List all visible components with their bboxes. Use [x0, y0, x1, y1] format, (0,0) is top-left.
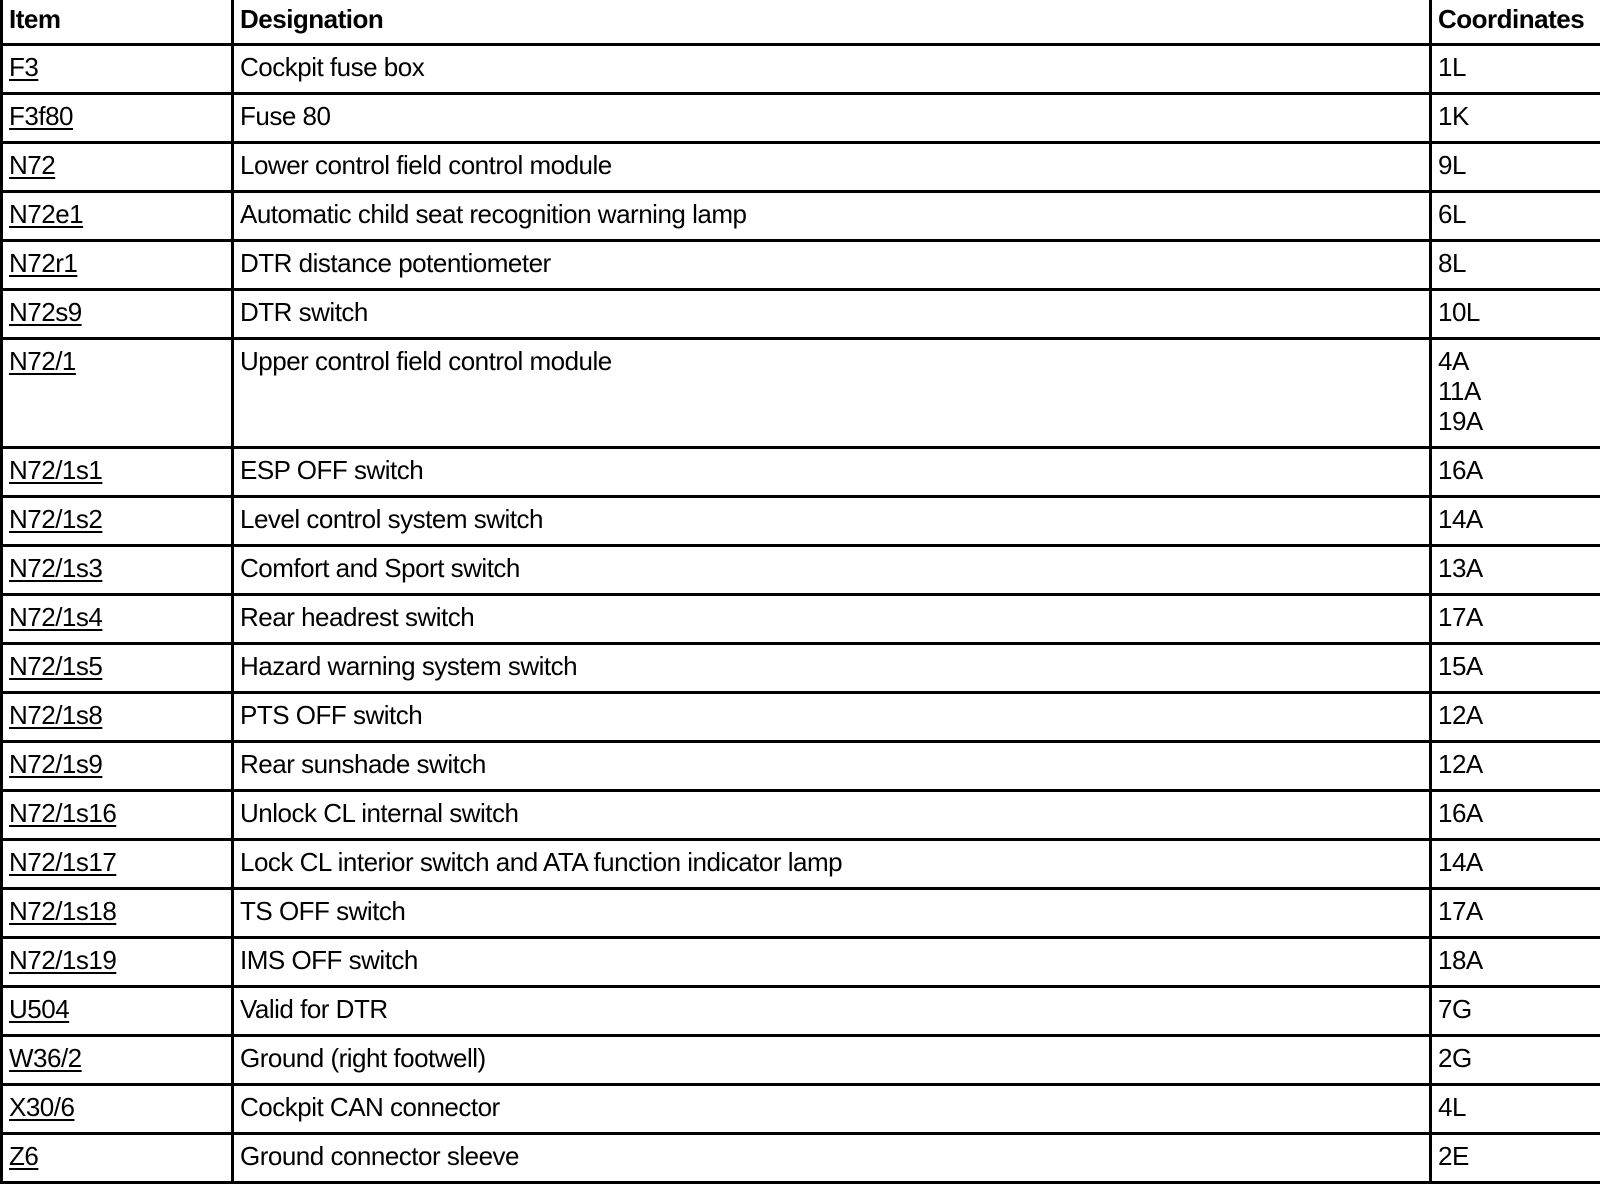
item-link[interactable]: F3f80 — [9, 101, 73, 131]
table-row — [2, 1134, 1600, 1183]
item-cell — [2, 938, 233, 987]
table-row — [2, 241, 1600, 290]
coordinates-cell — [1431, 448, 1600, 497]
designation-cell: Rear sunshade switch — [233, 742, 1431, 791]
coordinates-cell — [1431, 94, 1600, 143]
coordinates-cell — [1431, 241, 1600, 290]
coordinate-value: 17A — [1438, 602, 1594, 632]
coordinate-value: 14A — [1438, 847, 1594, 877]
coordinates-cell — [1431, 987, 1600, 1036]
coordinates-cell — [1431, 742, 1600, 791]
designation-cell: TS OFF switch — [233, 889, 1431, 938]
coordinate-value: 16A — [1438, 455, 1594, 485]
coordinates-cell — [1431, 840, 1600, 889]
item-link[interactable]: N72/1s19 — [9, 945, 116, 975]
item-cell — [2, 840, 233, 889]
designation-cell: DTR distance potentiometer — [233, 241, 1431, 290]
item-link[interactable]: N72e1 — [9, 199, 83, 229]
item-cell — [2, 791, 233, 840]
coordinates-cell — [1431, 143, 1600, 192]
coordinate-value: 1K — [1438, 101, 1594, 131]
coordinates-cell — [1431, 938, 1600, 987]
coordinates-cell — [1431, 45, 1600, 94]
item-link[interactable]: N72/1s9 — [9, 749, 102, 779]
item-link[interactable]: N72/1s1 — [9, 455, 102, 485]
coordinate-value: 4L — [1438, 1092, 1594, 1122]
coordinate-value: 10L — [1438, 297, 1594, 327]
item-cell — [2, 987, 233, 1036]
coordinates-cell — [1431, 595, 1600, 644]
table-row — [2, 595, 1600, 644]
designation-cell: Hazard warning system switch — [233, 644, 1431, 693]
coordinates-cell — [1431, 889, 1600, 938]
item-link[interactable]: W36/2 — [9, 1043, 82, 1073]
item-cell — [2, 241, 233, 290]
table-row — [2, 45, 1600, 94]
item-link[interactable]: N72r1 — [9, 248, 77, 278]
table-row — [2, 448, 1600, 497]
designation-cell: Upper control field control module — [233, 339, 1431, 448]
designation-cell: Level control system switch — [233, 497, 1431, 546]
designation-cell: Cockpit CAN connector — [233, 1085, 1431, 1134]
coordinate-value: 18A — [1438, 945, 1594, 975]
table-row — [2, 742, 1600, 791]
item-link[interactable]: N72/1s2 — [9, 504, 102, 534]
coordinate-value: 6L — [1438, 199, 1594, 229]
table-row — [2, 339, 1600, 448]
table-body — [2, 45, 1600, 1183]
item-cell — [2, 742, 233, 791]
item-cell — [2, 497, 233, 546]
item-link[interactable]: N72/1s17 — [9, 847, 116, 877]
designation-cell: Ground (right footwell) — [233, 1036, 1431, 1085]
coordinate-value: 8L — [1438, 248, 1594, 278]
coordinate-value: 16A — [1438, 798, 1594, 828]
coordinate-value: 19A — [1438, 406, 1594, 436]
coordinates-cell — [1431, 339, 1600, 448]
coordinates-cell — [1431, 1134, 1600, 1183]
designation-cell: Rear headrest switch — [233, 595, 1431, 644]
designation-cell: Fuse 80 — [233, 94, 1431, 143]
item-link[interactable]: N72s9 — [9, 297, 82, 327]
item-cell — [2, 1036, 233, 1085]
item-cell — [2, 595, 233, 644]
table-row — [2, 938, 1600, 987]
item-cell — [2, 1134, 233, 1183]
coordinates-cell — [1431, 290, 1600, 339]
coordinates-cell — [1431, 791, 1600, 840]
coordinate-value: 9L — [1438, 150, 1594, 180]
table-row — [2, 1036, 1600, 1085]
table-row — [2, 644, 1600, 693]
designation-cell: PTS OFF switch — [233, 693, 1431, 742]
designation-cell: Lock CL interior switch and ATA function indicator lamp — [233, 840, 1431, 889]
coordinate-value: 17A — [1438, 896, 1594, 926]
table-row — [2, 791, 1600, 840]
table-header — [2, 0, 1600, 45]
table-row — [2, 290, 1600, 339]
designation-cell: Automatic child seat recognition warning lamp — [233, 192, 1431, 241]
item-cell — [2, 290, 233, 339]
table-row — [2, 546, 1600, 595]
item-cell — [2, 1085, 233, 1134]
coordinate-value: 12A — [1438, 749, 1594, 779]
coordinates-cell — [1431, 192, 1600, 241]
table-row — [2, 987, 1600, 1036]
designation-cell: Unlock CL internal switch — [233, 791, 1431, 840]
item-link[interactable]: U504 — [9, 994, 69, 1024]
designation-cell: DTR switch — [233, 290, 1431, 339]
coordinate-value: 1L — [1438, 52, 1594, 82]
coordinate-value: 12A — [1438, 700, 1594, 730]
item-cell — [2, 143, 233, 192]
coordinate-value: 14A — [1438, 504, 1594, 534]
designation-cell: Comfort and Sport switch — [233, 546, 1431, 595]
coordinate-value: 13A — [1438, 553, 1594, 583]
coordinate-value: 7G — [1438, 994, 1594, 1024]
column-header-item: Item — [2, 0, 233, 45]
item-link[interactable]: N72/1s18 — [9, 896, 116, 926]
coordinate-value: 2G — [1438, 1043, 1594, 1073]
column-header-coordinates: Coordinates — [1431, 0, 1600, 45]
designation-cell: Ground connector sleeve — [233, 1134, 1431, 1183]
item-link[interactable]: F3 — [9, 52, 38, 82]
coordinates-cell — [1431, 693, 1600, 742]
designation-cell: Cockpit fuse box — [233, 45, 1431, 94]
table-row — [2, 94, 1600, 143]
item-cell — [2, 693, 233, 742]
designation-cell: Lower control field control module — [233, 143, 1431, 192]
table-row — [2, 143, 1600, 192]
coordinates-cell — [1431, 644, 1600, 693]
item-link[interactable]: N72/1s8 — [9, 700, 102, 730]
item-link[interactable]: X30/6 — [9, 1092, 74, 1122]
coordinate-value: 11A — [1438, 376, 1594, 406]
designation-cell: Valid for DTR — [233, 987, 1431, 1036]
designation-cell: ESP OFF switch — [233, 448, 1431, 497]
item-cell — [2, 644, 233, 693]
coordinate-value: 4A — [1438, 346, 1594, 376]
item-cell — [2, 45, 233, 94]
coordinates-cell — [1431, 1036, 1600, 1085]
table-row — [2, 192, 1600, 241]
header-row — [2, 0, 1600, 45]
coordinates-cell — [1431, 1085, 1600, 1134]
item-link[interactable]: Z6 — [9, 1141, 38, 1171]
table-row — [2, 889, 1600, 938]
coordinate-value: 2E — [1438, 1141, 1594, 1171]
coordinates-cell — [1431, 497, 1600, 546]
item-link[interactable]: N72/1s4 — [9, 602, 102, 632]
item-cell — [2, 546, 233, 595]
item-cell — [2, 192, 233, 241]
item-link[interactable]: N72/1s16 — [9, 798, 116, 828]
coordinate-value: 15A — [1438, 651, 1594, 681]
coordinates-cell — [1431, 546, 1600, 595]
item-cell — [2, 889, 233, 938]
item-link[interactable]: N72/1 — [9, 346, 76, 376]
table-row — [2, 693, 1600, 742]
item-link[interactable]: N72/1s3 — [9, 553, 102, 583]
item-link[interactable]: N72/1s5 — [9, 651, 102, 681]
table-row — [2, 497, 1600, 546]
table-row — [2, 1085, 1600, 1134]
table-row — [2, 840, 1600, 889]
item-cell — [2, 339, 233, 448]
column-header-designation: Designation — [233, 0, 1431, 45]
designation-cell: IMS OFF switch — [233, 938, 1431, 987]
item-cell — [2, 94, 233, 143]
item-link[interactable]: N72 — [9, 150, 55, 180]
item-cell — [2, 448, 233, 497]
